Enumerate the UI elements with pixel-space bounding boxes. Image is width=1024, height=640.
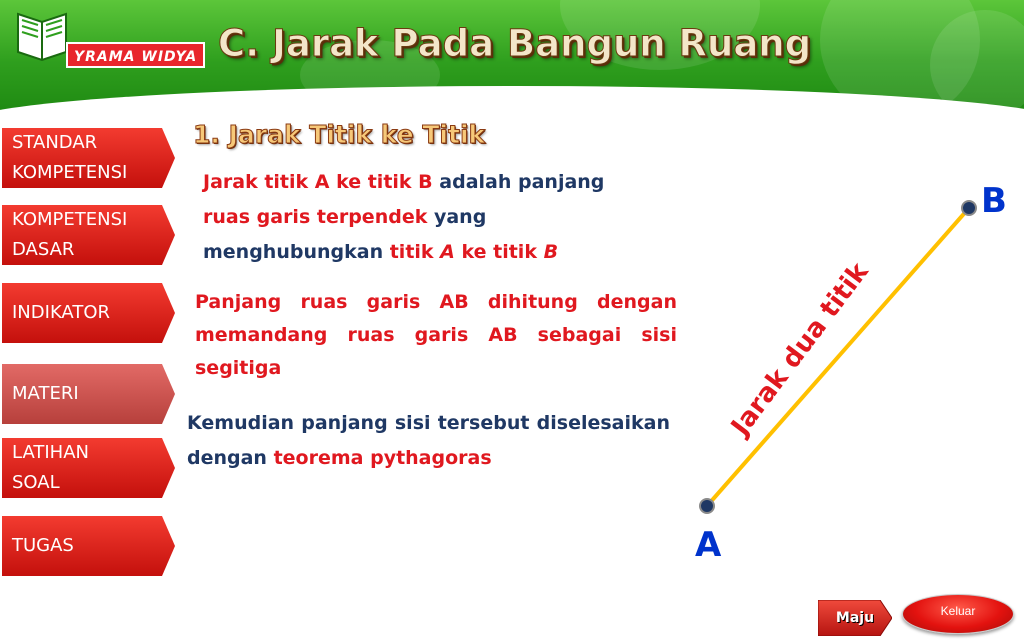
menu-label-line1: LATIHAN bbox=[12, 442, 89, 463]
yrama-widya-logo bbox=[12, 8, 198, 70]
definition-term: Jarak titik A ke titik B bbox=[203, 171, 433, 193]
section-subtitle: 1. Jarak Titik ke Titik bbox=[193, 120, 486, 149]
definition-term: ruas garis terpendek bbox=[203, 206, 428, 228]
conclusion-term: teorema pythagoras bbox=[273, 447, 492, 469]
menu-standar-kompetensi[interactable] bbox=[2, 128, 175, 188]
definition-term: B bbox=[543, 241, 559, 263]
definition-term: titik bbox=[389, 241, 441, 263]
segment-label: Jarak dua titik bbox=[725, 257, 875, 442]
definition-paragraph bbox=[203, 165, 663, 270]
segment-ab bbox=[707, 208, 969, 506]
logo-text: YRAMA WIDYA bbox=[66, 42, 205, 68]
definition-term: ke titik bbox=[454, 241, 544, 263]
menu-label-line2: KOMPETENSI bbox=[12, 162, 128, 183]
distance-diagram bbox=[690, 170, 1024, 570]
method-paragraph: Panjang ruas garis AB dihitung dengan memandang ruas garis AB sebagai sisi segitiga bbox=[195, 291, 677, 379]
menu-label: INDIKATOR bbox=[12, 302, 111, 323]
exit-button[interactable] bbox=[902, 594, 1014, 634]
menu-latihan-soal[interactable] bbox=[2, 438, 175, 498]
menu-label-line2: DASAR bbox=[12, 239, 75, 260]
menu-tugas[interactable] bbox=[2, 516, 175, 576]
exit-button-label: Keluar bbox=[940, 604, 976, 618]
book-icon bbox=[12, 8, 72, 66]
point-b-label: B bbox=[981, 181, 1007, 221]
point-a-marker bbox=[700, 499, 714, 513]
conclusion-text: Kemudian panjang sisi tersebut diselesaikan dengan bbox=[187, 412, 670, 469]
definition-text: yang bbox=[427, 206, 487, 228]
conclusion-paragraph bbox=[187, 406, 670, 476]
menu-label-line2: SOAL bbox=[12, 472, 60, 493]
menu-label: MATERI bbox=[12, 383, 79, 404]
menu-materi[interactable] bbox=[2, 364, 175, 424]
header-banner bbox=[0, 0, 1024, 112]
page-title: C. Jarak Pada Bangun Ruang bbox=[218, 22, 812, 65]
point-a-label: A bbox=[695, 525, 722, 565]
menu-label: TUGAS bbox=[12, 535, 74, 556]
menu-kompetensi-dasar[interactable] bbox=[2, 205, 175, 265]
definition-term: A bbox=[440, 241, 455, 263]
menu-indikator[interactable] bbox=[2, 283, 175, 343]
next-button[interactable] bbox=[818, 600, 892, 636]
definition-text: adalah panjang bbox=[432, 171, 605, 193]
point-b-marker bbox=[962, 201, 976, 215]
definition-text: menghubungkan bbox=[203, 241, 390, 263]
menu-label-line1: KOMPETENSI bbox=[12, 209, 128, 230]
menu-label-line1: STANDAR bbox=[12, 132, 98, 153]
next-button-label: Maju bbox=[835, 610, 875, 626]
